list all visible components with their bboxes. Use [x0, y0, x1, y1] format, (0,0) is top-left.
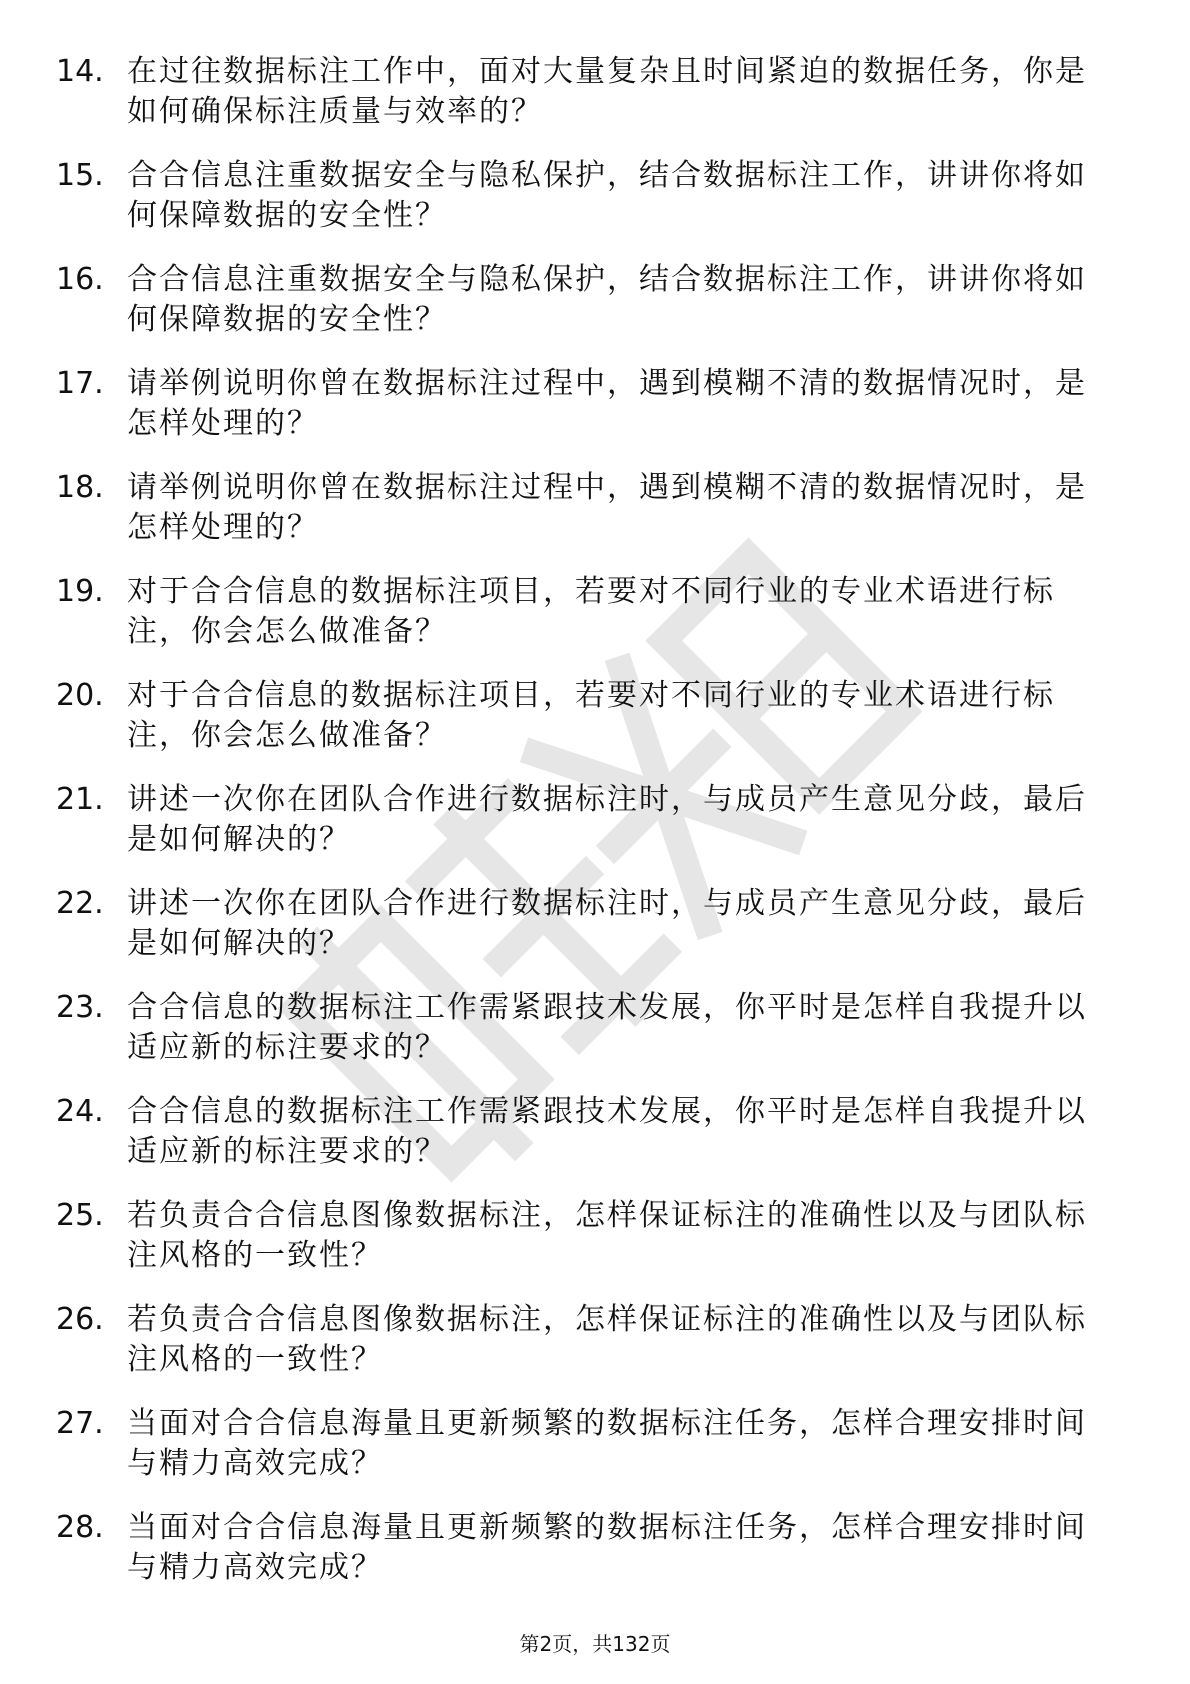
question-text: 对于合合信息的数据标注项目，若要对不同行业的专业术语进行标注，你会怎么做准备？: [127, 574, 1055, 649]
question-item: [0, 362, 1190, 466]
question-number: 17.: [56, 366, 104, 401]
page-number-label: 第2页，共132页: [519, 1632, 671, 1656]
question-number: 20.: [56, 678, 104, 713]
question-item: [0, 1194, 1190, 1298]
question-number: 14.: [56, 54, 104, 89]
question-text: 合合信息注重数据安全与隐私保护，结合数据标注工作，讲讲你将如何保障数据的安全性？: [127, 262, 1087, 337]
question-text: 讲述一次你在团队合作进行数据标注时，与成员产生意见分歧，最后是如何解决的？: [127, 886, 1087, 961]
question-item: [0, 154, 1190, 258]
question-text: 合合信息注重数据安全与隐私保护，结合数据标注工作，讲讲你将如何保障数据的安全性？: [127, 158, 1087, 233]
question-number: 24.: [56, 1094, 104, 1129]
question-item: [0, 986, 1190, 1090]
question-number: 21.: [56, 782, 104, 817]
question-number: 15.: [56, 158, 104, 193]
question-item: [0, 570, 1190, 674]
question-text: 请举例说明你曾在数据标注过程中，遇到模糊不清的数据情况时，是怎样处理的？: [127, 470, 1087, 545]
question-item: [0, 1506, 1190, 1610]
question-number: 27.: [56, 1406, 104, 1441]
question-text: 对于合合信息的数据标注项目，若要对不同行业的专业术语进行标注，你会怎么做准备？: [127, 678, 1055, 753]
question-number: 23.: [56, 990, 104, 1025]
question-list: [0, 50, 1190, 1610]
question-text: 当面对合合信息海量且更新频繁的数据标注任务，怎样合理安排时间与精力高效完成？: [127, 1406, 1087, 1481]
question-text: 讲述一次你在团队合作进行数据标注时，与成员产生意见分歧，最后是如何解决的？: [127, 782, 1087, 857]
question-text: 在过往数据标注工作中，面对大量复杂且时间紧迫的数据任务，你是如何确保标注质量与效率的？: [127, 54, 1087, 129]
question-number: 22.: [56, 886, 104, 921]
question-number: 26.: [56, 1302, 104, 1337]
question-number: 28.: [56, 1510, 104, 1545]
question-number: 16.: [56, 262, 104, 297]
question-item: [0, 258, 1190, 362]
question-text: 若负责合合信息图像数据标注，怎样保证标注的准确性以及与团队标注风格的一致性？: [127, 1198, 1087, 1273]
question-text: 请举例说明你曾在数据标注过程中，遇到模糊不清的数据情况时，是怎样处理的？: [127, 366, 1087, 441]
question-item: [0, 674, 1190, 778]
question-item: [0, 1402, 1190, 1506]
question-item: [0, 778, 1190, 882]
question-text: 若负责合合信息图像数据标注，怎样保证标注的准确性以及与团队标注风格的一致性？: [127, 1302, 1087, 1377]
question-item: [0, 882, 1190, 986]
question-text: 合合信息的数据标注工作需紧跟技术发展，你平时是怎样自我提升以适应新的标注要求的？: [127, 1094, 1087, 1169]
question-text: 合合信息的数据标注工作需紧跟技术发展，你平时是怎样自我提升以适应新的标注要求的？: [127, 990, 1087, 1065]
question-number: 18.: [56, 470, 104, 505]
question-item: [0, 1298, 1190, 1402]
question-item: [0, 50, 1190, 154]
page-footer: [0, 1630, 1190, 1658]
question-number: 19.: [56, 574, 104, 609]
question-text: 当面对合合信息海量且更新频繁的数据标注任务，怎样合理安排时间与精力高效完成？: [127, 1510, 1087, 1585]
question-item: [0, 466, 1190, 570]
question-item: [0, 1090, 1190, 1194]
question-number: 25.: [56, 1198, 104, 1233]
